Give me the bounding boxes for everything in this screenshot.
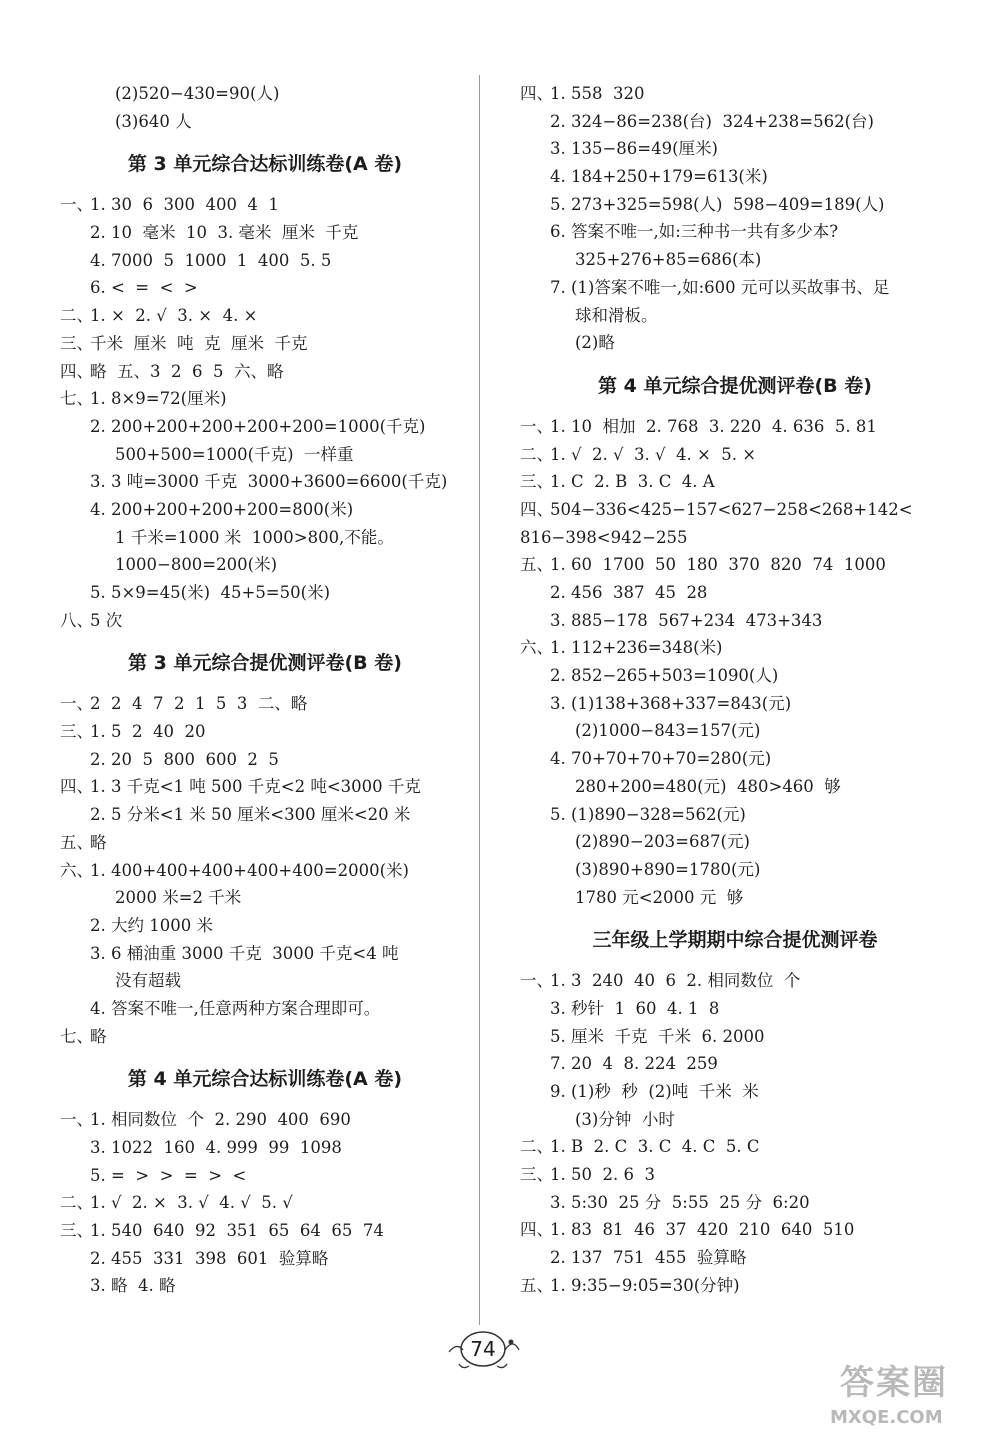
answer-text: 9. (1)秒 秒 (2)吨 千米 米 [550, 1082, 759, 1101]
answer-text: 5. (1)890−328=562(元) [550, 804, 746, 824]
answer-text: 3. 885−178 567+234 473+343 [550, 610, 823, 630]
answer-text: 5. = > > = > < [90, 1165, 247, 1185]
answer-column-left [60, 80, 470, 1300]
answer-text: 1 千米=1000 米 1000>800,不能。 [115, 527, 394, 547]
answer-line [520, 218, 950, 246]
answer-text: 3. 135−86=49(厘米) [550, 139, 718, 159]
question-group-label: 一、 [60, 195, 93, 215]
answer-line [520, 468, 950, 496]
answer-line [60, 718, 470, 746]
answer-line [60, 385, 470, 413]
answer-text: 6. 答案不唯一,如:三种书一共有多少本? [550, 222, 839, 242]
answer-text: 4. 答案不唯一,任意两种方案合理即可。 [90, 998, 381, 1018]
answer-line [60, 302, 470, 330]
answer-line [60, 884, 470, 912]
answer-text: 3. 3 吨=3000 千克 3000+3600=6600(千克) [90, 472, 448, 492]
answer-text: 1. 3 240 40 6 2. 相同数位 个 [550, 971, 801, 991]
question-group-label: 四、 [520, 499, 553, 519]
answer-text: (2)略 [575, 333, 615, 353]
answer-text: 1. 9:35−9:05=30(分钟) [550, 1275, 740, 1295]
question-group-label: 一、 [60, 694, 93, 714]
answer-text: 2. 324−86=238(台) 324+238=562(台) [550, 111, 874, 131]
question-group-label: 七、 [60, 389, 93, 409]
question-group-label: 五、 [520, 1275, 553, 1295]
answer-line [520, 1189, 950, 1217]
answer-text: 3. 6 桶油重 3000 千克 3000 千克<4 吨 [90, 943, 399, 963]
answer-text: 1. × 2. √ 3. × 4. × [90, 306, 258, 326]
question-group-label: 二、 [520, 444, 553, 464]
answer-text: 2000 米=2 千米 [115, 888, 242, 908]
answer-text: 4. 184+250+179=613(米) [550, 167, 768, 187]
answer-line [60, 579, 470, 607]
section-heading: 第 4 单元综合提优测评卷(B 卷) [598, 374, 872, 397]
answer-line [60, 1189, 470, 1217]
answer-text: 6. < = < > [90, 278, 198, 298]
answer-line [520, 163, 950, 191]
answer-line [60, 274, 470, 302]
answer-text: 1. 3 千克<1 吨 500 千克<2 吨<3000 千克 [90, 777, 421, 797]
answer-text: 1780 元<2000 元 够 [575, 887, 744, 907]
answer-line [520, 108, 950, 136]
answer-line [520, 1216, 950, 1244]
answer-line [60, 247, 470, 275]
answer-text: 3. 5:30 25 分 5:55 25 分 6:20 [550, 1192, 810, 1212]
answer-line [520, 1023, 950, 1051]
answer-line [60, 773, 470, 801]
answer-text: 1. 30 6 300 400 4 1 [90, 195, 279, 215]
question-group-label: 一、 [60, 1110, 93, 1130]
answer-line [60, 219, 470, 247]
answer-line [520, 1244, 950, 1272]
answer-line [520, 1050, 950, 1078]
answer-line [60, 801, 470, 829]
answer-line [520, 856, 950, 884]
answer-line [520, 634, 950, 662]
answer-line [520, 690, 950, 718]
answer-text: 2. 137 751 455 验算略 [550, 1248, 747, 1268]
answer-line [60, 330, 470, 358]
answer-line [60, 1023, 470, 1051]
answer-line [60, 1245, 470, 1273]
answer-text: 325+276+85=686(本) [575, 250, 762, 270]
page-number: 74 [470, 1337, 496, 1361]
answer-line [520, 995, 950, 1023]
watermark-logo [830, 1355, 980, 1435]
answer-line [520, 413, 950, 441]
watermark-text: 答案圈 [840, 1363, 948, 1403]
answer-line [60, 857, 470, 885]
question-group-label: 五、 [520, 555, 553, 575]
page-number-badge [445, 1328, 525, 1372]
answer-text: 2. 20 5 800 600 2 5 [90, 749, 279, 769]
answer-line [520, 717, 950, 745]
answer-line [520, 246, 950, 274]
answer-line [520, 1078, 950, 1106]
answer-text: (3)890+890=1780(元) [575, 859, 761, 879]
question-group-label: 二、 [60, 1193, 93, 1213]
answer-text: 略 五、3 2 6 5 六、略 [90, 361, 284, 381]
answer-line [60, 607, 470, 635]
answer-text: 500+500=1000(千克) 一样重 [115, 444, 354, 464]
answer-line [520, 551, 950, 579]
answer-line [60, 829, 470, 857]
answer-text: 5. 273+325=598(人) 598−409=189(人) [550, 194, 885, 214]
answer-text: 280+200=480(元) 480>460 够 [575, 776, 841, 796]
answer-line [520, 274, 950, 302]
answer-text: 3. 1022 160 4. 999 99 1098 [90, 1138, 342, 1157]
answer-text: 1. 83 81 46 37 420 210 640 510 [550, 1220, 855, 1240]
answer-text: 略 [90, 832, 107, 852]
question-group-label: 二、 [520, 1137, 553, 1157]
answer-text: 816−398<942−255 [520, 527, 688, 547]
answer-line [60, 191, 470, 219]
answer-text: 1. B 2. C 3. C 4. C 5. C [550, 1137, 760, 1157]
answer-text: 没有超载 [115, 971, 181, 991]
answer-line [60, 524, 470, 552]
answer-column-right [520, 80, 950, 1300]
question-group-label: 六、 [520, 638, 553, 658]
answer-text: 1. √ 2. × 3. √ 4. √ 5. √ [90, 1193, 293, 1213]
answer-line [60, 468, 470, 496]
answer-text: 2. 852−265+503=1090(人) [550, 666, 779, 686]
answer-text: 1. 558 320 [550, 84, 645, 103]
answer-line [520, 524, 950, 552]
section-heading: 第 3 单元综合提优测评卷(B 卷) [128, 652, 402, 675]
answer-text: 1. 112+236=348(米) [550, 638, 723, 658]
column-divider [479, 75, 480, 1325]
answer-text: (2)1000−843=157(元) [575, 721, 761, 741]
answer-text: 4. 70+70+70+70=280(元) [550, 749, 772, 769]
answer-line [60, 967, 470, 995]
answer-text: 1. 相同数位 个 2. 290 400 690 [90, 1110, 351, 1130]
answer-text: 2. 10 毫米 10 3. 毫米 厘米 千克 [90, 223, 359, 243]
answer-text: 3. 略 4. 略 [90, 1276, 176, 1296]
answer-line [60, 496, 470, 524]
answer-text: 1. 8×9=72(厘米) [90, 389, 227, 409]
answer-line [520, 496, 950, 524]
answer-text: 1. C 2. B 3. C 4. A [550, 472, 715, 492]
answer-text: 2. 5 分米<1 米 50 厘米<300 厘米<20 米 [90, 805, 411, 825]
answer-line [520, 1106, 950, 1134]
answer-line [520, 1161, 950, 1189]
answer-line [60, 912, 470, 940]
question-group-label: 二、 [60, 306, 93, 326]
answer-line [520, 191, 950, 219]
answer-text: (3)640 人 [115, 111, 192, 131]
answer-text: 1000−800=200(米) [115, 555, 278, 575]
answer-text: 4. 7000 5 1000 1 400 5. 5 [90, 250, 332, 270]
answer-line [520, 801, 950, 829]
answer-line [60, 80, 470, 108]
answer-line [60, 995, 470, 1023]
answer-text: 2. 456 387 45 28 [550, 583, 708, 602]
answer-text: 504−336<425−157<627−258<268+142< [550, 499, 913, 519]
answer-text: 1. 400+400+400+400+400=2000(米) [90, 860, 409, 880]
question-group-label: 六、 [60, 860, 93, 880]
answer-line [520, 579, 950, 607]
answer-text: 5 次 [90, 610, 123, 630]
answer-text: 2 2 4 7 2 1 5 3 二、略 [90, 694, 308, 714]
section-heading: 第 4 单元综合达标训练卷(A 卷) [127, 1068, 403, 1091]
watermark-url: MXQE.COM [830, 1407, 943, 1428]
question-group-label: 三、 [520, 472, 553, 492]
answer-line [60, 1217, 470, 1245]
answer-text: (2)520−430=90(人) [115, 84, 280, 103]
question-group-label: 四、 [520, 84, 553, 103]
answer-line [520, 607, 950, 635]
answer-text: (3)分钟 小时 [575, 1109, 675, 1129]
answer-line [520, 80, 950, 108]
answer-line [520, 329, 950, 357]
question-group-label: 四、 [60, 777, 93, 797]
answer-line [60, 1162, 470, 1190]
answer-text: 5. 厘米 千克 千米 6. 2000 [550, 1026, 765, 1046]
answer-text: 2. 大约 1000 米 [90, 915, 213, 935]
question-group-label: 五、 [60, 832, 93, 852]
question-group-label: 四、 [60, 361, 93, 381]
answer-text: 2. 200+200+200+200+200=1000(千克) [90, 416, 426, 436]
answer-text: 3. 秒针 1 60 4. 1 8 [550, 998, 720, 1018]
answer-text: 7. (1)答案不唯一,如:600 元可以买故事书、足 [550, 277, 890, 297]
answer-text: 略 [90, 1026, 107, 1046]
answer-line [520, 967, 950, 995]
answer-line [520, 884, 950, 912]
answer-text: 2. 455 331 398 601 验算略 [90, 1248, 329, 1268]
answer-text: 球和滑板。 [575, 305, 658, 325]
question-group-label: 一、 [520, 416, 553, 436]
question-group-label: 一、 [520, 971, 553, 991]
question-group-label: 四、 [520, 1220, 553, 1240]
answer-text: 1. 50 2. 6 3 [550, 1165, 655, 1185]
answer-line [520, 662, 950, 690]
answer-line [520, 1133, 950, 1161]
question-group-label: 八、 [60, 610, 93, 630]
answer-line [60, 746, 470, 774]
question-group-label: 三、 [60, 722, 93, 742]
answer-text: (2)890−203=687(元) [575, 832, 750, 852]
answer-text: 千米 厘米 吨 克 厘米 千克 [90, 333, 308, 353]
question-group-label: 三、 [520, 1165, 553, 1185]
answer-text: 7. 20 4 8. 224 259 [550, 1054, 718, 1074]
question-group-label: 三、 [60, 333, 93, 353]
question-group-label: 七、 [60, 1026, 93, 1046]
answer-line [60, 413, 470, 441]
section-heading: 第 3 单元综合达标训练卷(A 卷) [127, 153, 403, 176]
answer-line [520, 828, 950, 856]
answer-line [60, 441, 470, 469]
answer-line [520, 135, 950, 163]
answer-text: 5. 5×9=45(米) 45+5=50(米) [90, 583, 331, 602]
answer-line [520, 773, 950, 801]
answer-line [520, 1272, 950, 1300]
answer-text: 3. (1)138+368+337=843(元) [550, 693, 792, 713]
answer-text: 1. 540 640 92 351 65 64 65 74 [90, 1221, 384, 1241]
answer-line [60, 1272, 470, 1300]
answer-line [60, 108, 470, 136]
answer-text: 1. 60 1700 50 180 370 820 74 1000 [550, 555, 886, 575]
answer-line [60, 690, 470, 718]
answer-line [520, 441, 950, 469]
answer-line [60, 358, 470, 386]
answer-line [60, 1106, 470, 1134]
answer-text: 1. 5 2 40 20 [90, 722, 206, 742]
answer-line [520, 302, 950, 330]
answer-line [520, 745, 950, 773]
answer-line [60, 1134, 470, 1162]
answer-text: 1. √ 2. √ 3. √ 4. × 5. × [550, 444, 757, 464]
answer-text: 1. 10 相加 2. 768 3. 220 4. 636 5. 81 [550, 416, 877, 436]
section-heading: 三年级上学期期中综合提优测评卷 [592, 929, 878, 952]
answer-text: 4. 200+200+200+200=800(米) [90, 499, 354, 519]
question-group-label: 三、 [60, 1221, 93, 1241]
answer-line [60, 551, 470, 579]
answer-line [60, 940, 470, 968]
